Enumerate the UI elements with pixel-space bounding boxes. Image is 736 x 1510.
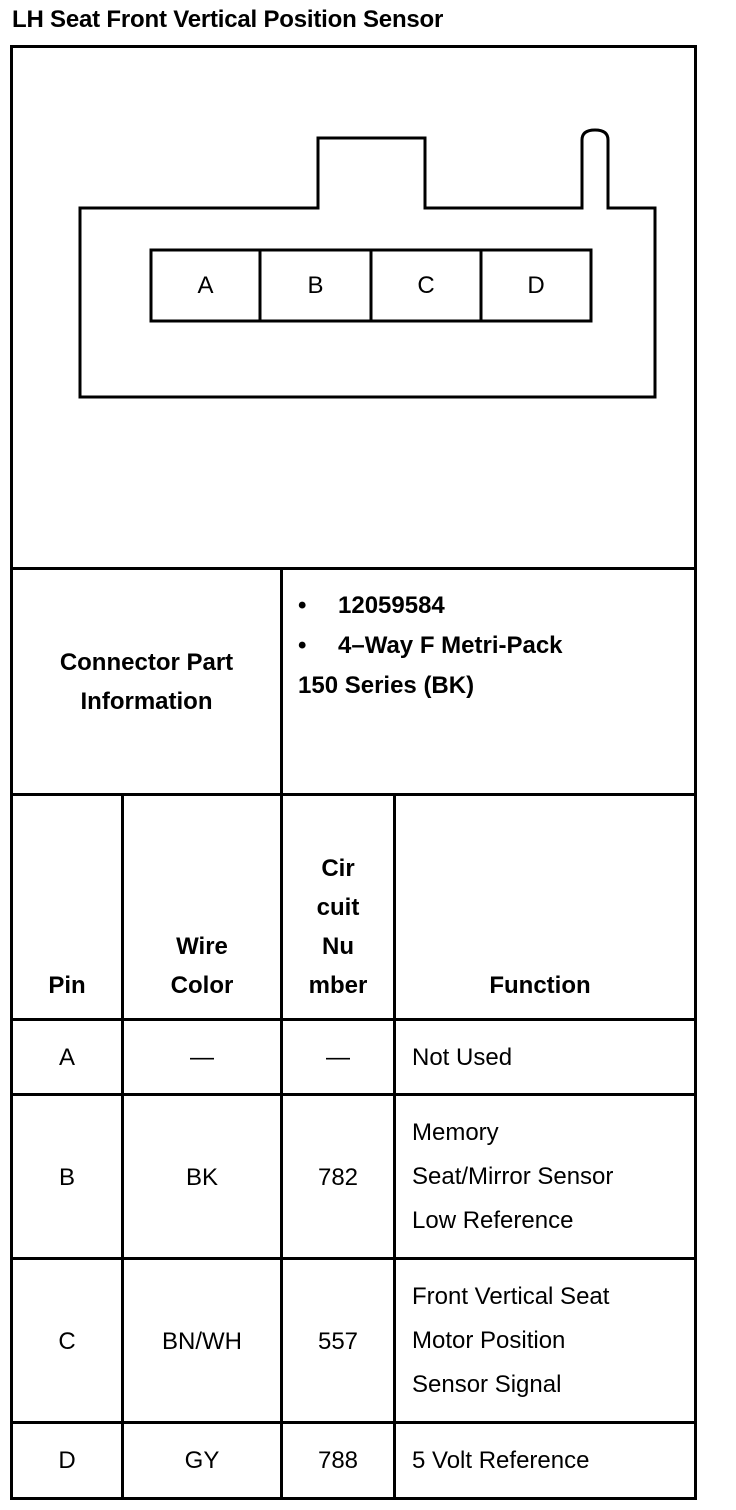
connector-type: 4–Way F Metri-Pack	[338, 632, 563, 659]
cavity-label-d: D	[527, 272, 545, 299]
row-b-function-line3: Low Reference	[412, 1207, 574, 1234]
header-circuit-line4: mber	[308, 972, 368, 999]
divider	[10, 793, 697, 796]
bullet: •	[298, 632, 307, 659]
header-wire-color-line2: Color	[170, 972, 234, 999]
header-function: Function	[489, 972, 591, 999]
row-b-pin: B	[58, 1164, 75, 1191]
row-c-function-line3: Sensor Signal	[412, 1371, 562, 1398]
row-a-circuit: —	[326, 1044, 350, 1071]
connector-series: 150 Series (BK)	[298, 672, 475, 699]
part-info-values	[298, 586, 563, 706]
row-a-pin: A	[58, 1044, 75, 1071]
row-b-circuit: 782	[317, 1164, 359, 1191]
divider	[10, 1093, 697, 1096]
row-d-pin: D	[58, 1447, 76, 1474]
part-info-label-line2: Information	[80, 688, 213, 715]
header-circuit-line3: Nu	[322, 933, 354, 960]
row-b-function-line1: Memory	[412, 1119, 499, 1146]
header-circuit-line1: Cir	[321, 855, 355, 882]
connector-body-outline	[80, 130, 655, 397]
cavity-label-a: A	[197, 272, 214, 299]
row-c-function-line1: Front Vertical Seat	[412, 1283, 610, 1310]
page-title: LH Seat Front Vertical Position Sensor	[12, 6, 444, 33]
divider	[10, 1421, 697, 1424]
divider	[10, 1018, 697, 1021]
row-c-circuit: 557	[317, 1328, 359, 1355]
row-d-function: 5 Volt Reference	[412, 1447, 590, 1474]
header-pin: Pin	[48, 972, 86, 999]
part-info-label-line1: Connector Part	[59, 649, 234, 676]
divider	[10, 1257, 697, 1260]
bullet: •	[298, 592, 307, 619]
divider	[121, 793, 124, 1500]
row-a-function: Not Used	[412, 1044, 513, 1071]
header-wire-color-line1: Wire	[176, 933, 228, 960]
row-c-function-line2: Motor Position	[412, 1327, 566, 1354]
divider	[10, 567, 697, 570]
row-d-wire: GY	[184, 1447, 220, 1474]
cavity-label-b: B	[307, 272, 324, 299]
divider	[393, 793, 396, 1500]
part-number: 12059584	[338, 592, 445, 619]
row-c-wire: BN/WH	[162, 1328, 242, 1355]
row-c-pin: C	[58, 1328, 76, 1355]
row-a-wire: —	[190, 1044, 214, 1071]
row-b-wire: BK	[185, 1164, 218, 1191]
row-d-circuit: 788	[317, 1447, 359, 1474]
header-circuit-line2: cuit	[316, 894, 360, 921]
row-b-function-line2: Seat/Mirror Sensor	[412, 1163, 614, 1190]
cavity-label-c: C	[417, 272, 435, 299]
